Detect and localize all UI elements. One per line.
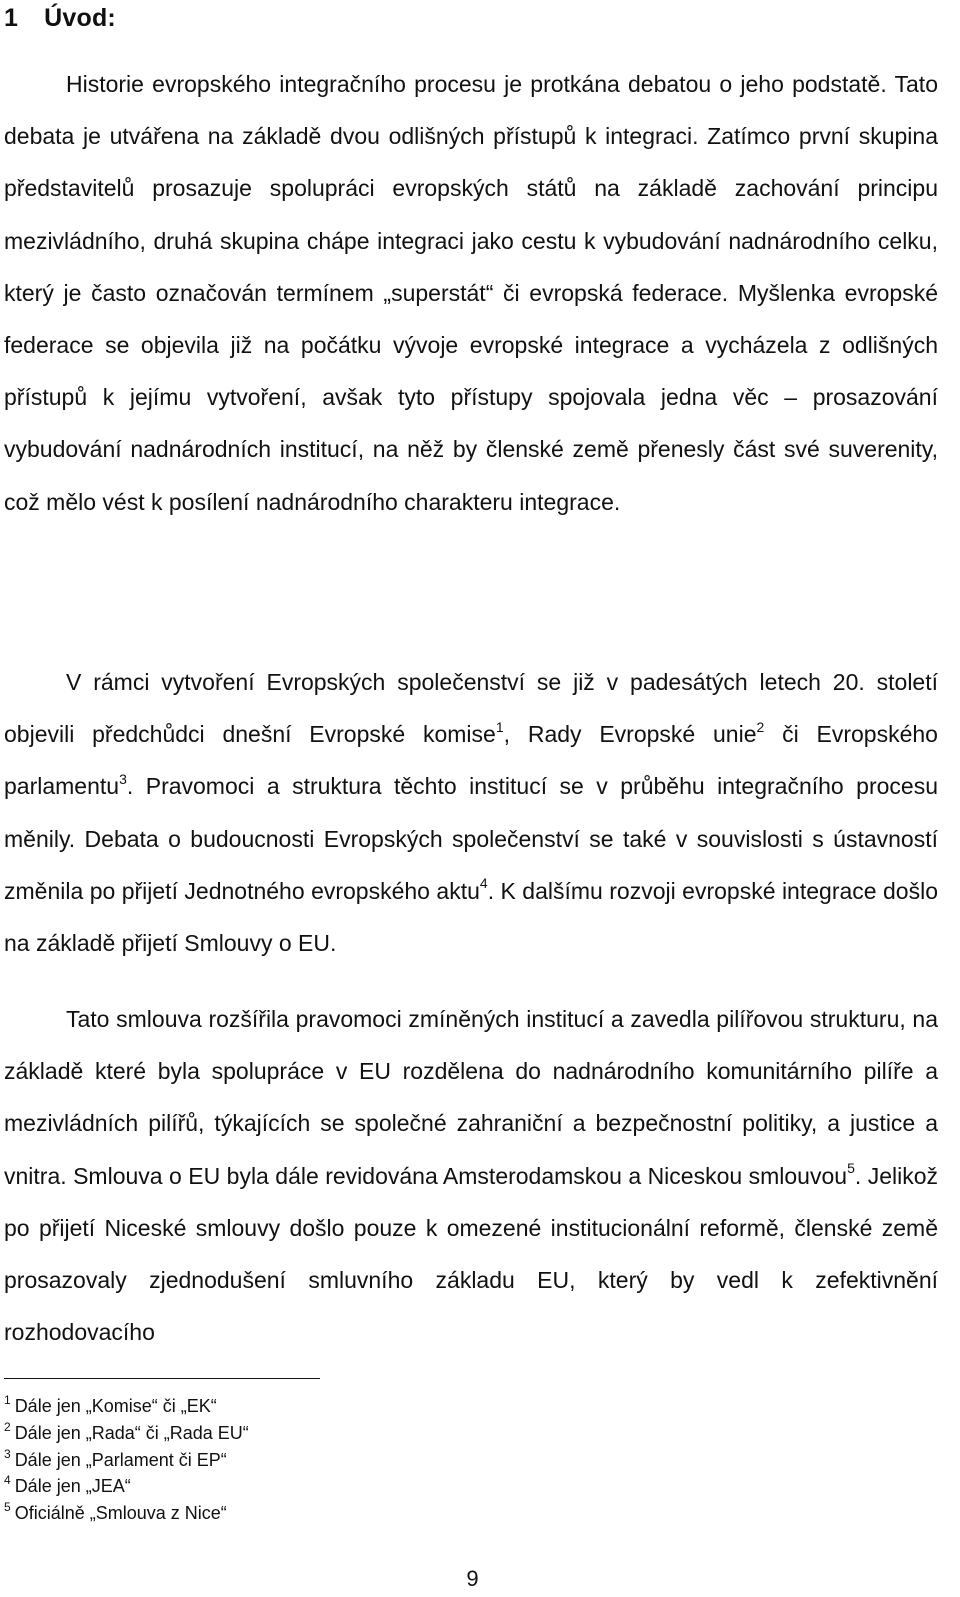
footnote-text: Dále jen „JEA“ [14, 1476, 131, 1497]
footnote-ref-3[interactable]: 3 [119, 770, 127, 787]
paragraph-3-text-b: . Jelikož po přijetí Niceské smlouvy došlo pouze k omezené institucionální reformě, členské země prosazovaly zjednodušení smluvního základu EU, který by vedl k zefektivnění rozhodovacího [4, 1162, 939, 1346]
footnote-ref-1[interactable]: 1 [495, 718, 504, 735]
footnote-number: 3 [4, 1446, 11, 1461]
footnote-separator [4, 1378, 320, 1379]
paragraph-3-text-a: Tato smlouva rozšířila pravomoci zmíněných institucí a zavedla pilířovou strukturu, na základě které byla spolupráce v EU rozdělena do nadnárodního komunitárního pilíře a mezivládních pilířů, týkajících se společné zahraniční a bezpečnostní politiky, a justice a vnitra. Smlouva o EU byla dále revidována Amsterodamskou a Niceskou smlouvou [4, 1006, 938, 1189]
section-heading [4, 4, 116, 33]
footnote-ref-2[interactable]: 2 [756, 718, 765, 735]
section-number: 1 [4, 4, 19, 32]
footnotes [4, 1393, 249, 1527]
paragraph-1 [4, 58, 938, 528]
section-title: Úvod: [44, 4, 116, 32]
footnote-text: Dále jen „Parlament či EP“ [14, 1449, 227, 1470]
footnote-ref-5[interactable]: 5 [847, 1159, 855, 1176]
paragraph-3 [4, 993, 938, 1358]
paragraph-1-text: Historie evropského integračního procesu je protkána debatou o jeho podstatě. Tato debata je utvářena na základě dvou odlišných přístupů k integraci. Zatímco první skupina představitelů prosazuje spolupráci evropských států na základě zachování principu mezivládního, druhá skupina chápe integraci jako cestu k vybudování nadnárodního celku, který je často označován termínem „superstát“ či evropská federace. Myšlenka evropské federace se objevila již na počátku vývoje evropské integrace a vycházela z odlišných přístupů k jejímu vytvoření, avšak tyto přístupy spojovala jedna věc – prosazování vybudování nadnárodních institucí, na něž by členské země přenesly část své suverenity, což mělo vést k posílení nadnárodního charakteru integrace. [4, 71, 938, 515]
footnote-2 [4, 1420, 249, 1447]
paragraph-2-text-c: či Evropského parlamentu [4, 721, 938, 800]
footnote-5 [4, 1500, 249, 1527]
page-number: 9 [466, 1566, 479, 1591]
footnote-text: Oficiálně „Smlouva z Nice“ [14, 1503, 227, 1524]
paragraph-2 [4, 656, 938, 969]
footnote-text: Dále jen „Rada“ či „Rada EU“ [14, 1422, 249, 1443]
footnote-3 [4, 1447, 249, 1474]
footnote-1 [4, 1393, 249, 1420]
paragraph-2-text-a: V rámci vytvoření Evropských společenství se již v padesátých letech 20. století objevili předchůdci dnešní Evropské komise [4, 669, 938, 748]
footnote-number: 4 [4, 1473, 11, 1488]
footnote-4 [4, 1473, 249, 1500]
footnote-number: 5 [4, 1500, 11, 1515]
footnote-ref-4[interactable]: 4 [479, 875, 488, 892]
paragraph-2-text-b: , Rady Evropské unie [503, 721, 757, 748]
paragraph-2-text-e: . K dalšímu rozvoji evropské integrace došlo na základě přijetí Smlouvy o EU. [4, 877, 938, 957]
footnote-text: Dále jen „Komise“ či „EK“ [14, 1396, 217, 1416]
footnote-number: 1 [4, 1393, 11, 1407]
paragraph-2-text-d: . Pravomoci a struktura těchto institucí se v průběhu integračního procesu měnily. Debata o budoucnosti Evropských společenství se také v souvislosti s ústavností změnila po přijetí Jednotného evropského aktu [4, 773, 938, 904]
footnote-number: 2 [4, 1419, 11, 1434]
